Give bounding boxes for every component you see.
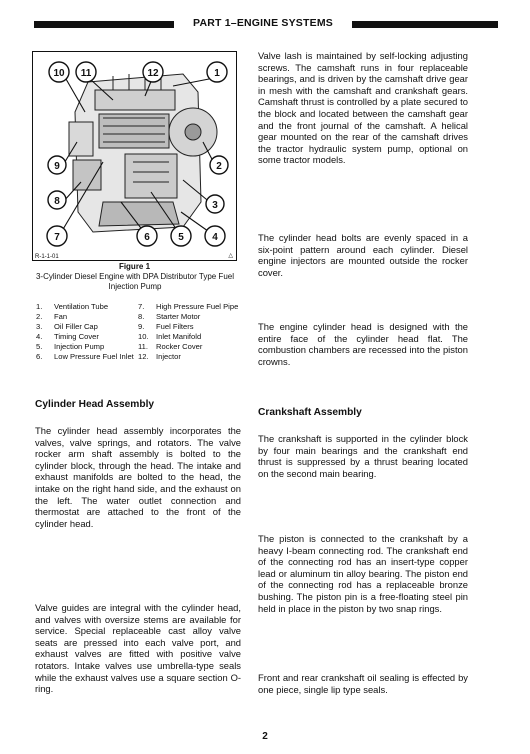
paragraph-oil-sealing: Front and rear crankshaft oil sealing is effected by one piece, single lip type seals.	[258, 672, 468, 695]
figure-corner-mark: △	[228, 253, 233, 259]
legend-label: Injection Pump	[54, 342, 105, 351]
paragraph-engine-cylinder-head: The engine cylinder head is designed with the entire face of the cylinder head flat. The combustion chambers are recessed into the piston crowns.	[258, 321, 468, 367]
legend-number: 1.	[36, 302, 43, 311]
callout-10: 10	[53, 68, 65, 79]
legend-label: Injector	[156, 352, 181, 361]
page-number: 2	[262, 731, 268, 742]
callout-4: 4	[212, 232, 218, 243]
callout-6: 6	[144, 232, 150, 243]
figure-legend	[36, 302, 246, 362]
paragraph-piston-connection: The piston is connected to the crankshaft by a heavy I-beam connecting rod. The crankshaft end of the connecting rod has an insert-type copper lead or aluminum tin alloy bearing. The piston end of the connecting rod has a replaceable bronze bushing. The piston pin is a free-floating steel pin held in place in the piston by two snap rings.	[258, 533, 468, 614]
legend-number: 11.	[138, 342, 148, 351]
legend-number: 9.	[138, 322, 145, 331]
legend-number: 10.	[138, 332, 149, 341]
engine-illustration	[33, 52, 236, 260]
legend-number: 5.	[36, 342, 43, 351]
heading-crankshaft-assembly: Crankshaft Assembly	[258, 407, 362, 418]
figure-title: Figure 1	[118, 262, 151, 271]
paragraph-valve-lash: Valve lash is maintained by self-locking adjusting screws. The camshaft runs in four replaceable bearings, and is driven by the camshaft drive gear in mesh with the camshaft and crankshaft gears. Camshaft thrust is controlled by a plate secured to the block and located between the camshaft gear and the front journal of the camshaft. A helical gear mounted on the rear of the camshaft drives the tractor hydraulic system pump, optional on some tractor models.	[258, 50, 468, 166]
legend-number: 2.	[36, 312, 43, 321]
figure-caption: 3-Cylinder Diesel Engine with DPA Distributor Type Fuel Injection Pump	[35, 272, 234, 291]
legend-row	[36, 312, 246, 322]
legend-number: 6.	[36, 352, 43, 361]
legend-label: Ventilation Tube	[54, 302, 109, 311]
engine-figure	[32, 51, 237, 261]
legend-number: 3.	[36, 322, 43, 331]
legend-row	[36, 322, 246, 332]
header-rule-right	[352, 21, 498, 28]
callout-8: 8	[54, 196, 60, 207]
heading-cylinder-head-assembly: Cylinder Head Assembly	[35, 399, 155, 410]
legend-label: Low Pressure Fuel Inlet	[54, 352, 134, 361]
legend-number: 4.	[36, 332, 43, 341]
figure-id: R-1-1-01	[35, 254, 59, 260]
paragraph-crankshaft-support: The crankshaft is supported in the cylinder block by four main bearings and the crankshaft end thrust is suppressed by a thrust bearing located on the second main bearing.	[258, 433, 468, 479]
legend-number: 8.	[138, 312, 145, 321]
paragraph-valve-guides: Valve guides are integral with the cylinder head, and valves with oversize stems are available for service. Special replaceable cast alloy valve seats are pressed into each valve port, and exhaust valves are fitted with positive valve rotators. Intake valves use umbrella-type seals while the exhaust valves use a square section O-ring.	[35, 602, 241, 695]
legend-label: Timing Cover	[54, 332, 99, 341]
legend-row	[36, 332, 246, 342]
callout-2: 2	[216, 161, 222, 172]
legend-row	[36, 342, 246, 352]
legend-row	[36, 302, 246, 312]
callout-5: 5	[178, 232, 184, 243]
legend-label: High Pressure Fuel Pipe	[156, 302, 239, 311]
paragraph-cylinder-head: The cylinder head assembly incorporates the valves, valve springs, and rotators. The valve rocker arm shaft assembly is bolted to the cylinder block, through the head. The intake and exhaust manifolds are bolted to the head, the intake on the right hand side, and the exhaust on the left. The water outlet connection and thermostat are attached to the front of the cylinder head.	[35, 425, 241, 529]
legend-label: Oil Filler Cap	[54, 322, 98, 331]
callout-11: 11	[80, 68, 92, 79]
legend-label: Fuel Filters	[156, 322, 194, 331]
callout-3: 3	[212, 200, 218, 211]
callout-12: 12	[147, 68, 159, 79]
callout-1: 1	[214, 68, 220, 79]
legend-number: 7.	[138, 302, 145, 311]
header-rule-left	[34, 21, 174, 28]
callout-7: 7	[54, 232, 60, 243]
section-header: PART 1–ENGINE SYSTEMS	[193, 17, 333, 29]
legend-label: Starter Motor	[156, 312, 201, 321]
legend-label: Fan	[54, 312, 68, 321]
legend-number: 12.	[138, 352, 149, 361]
legend-row	[36, 352, 246, 362]
legend-label: Inlet Manifold	[156, 332, 202, 341]
paragraph-cylinder-head-bolts: The cylinder head bolts are evenly spaced in a six-point pattern around each cylinder. Diesel engine injectors are mounted outside the rocker cover.	[258, 232, 468, 278]
callout-9: 9	[54, 161, 60, 172]
legend-label: Rocker Cover	[156, 342, 203, 351]
